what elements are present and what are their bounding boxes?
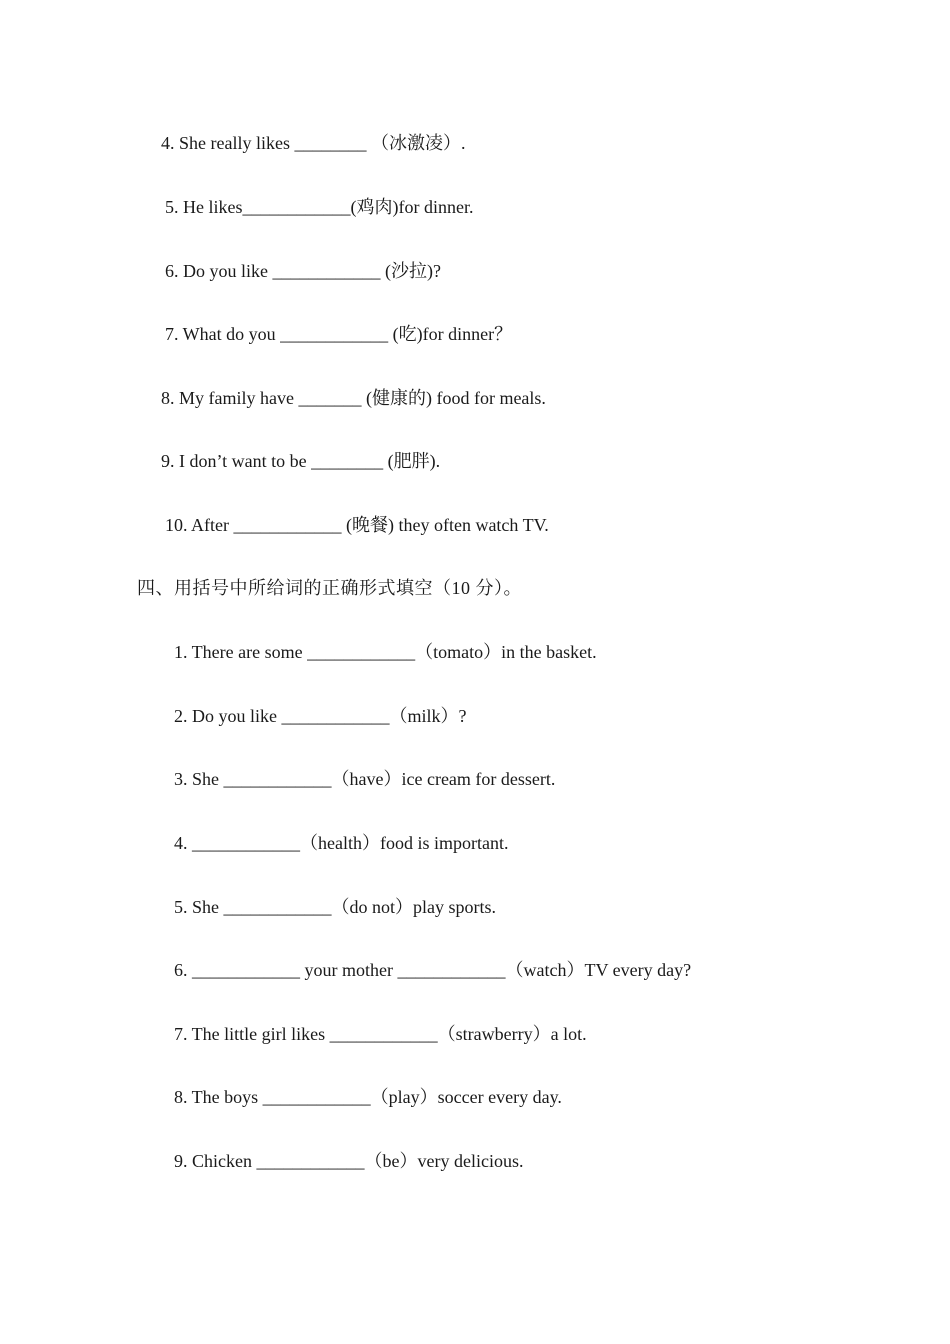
s4-item-3: 3. She ____________（have）ice cream for dessert. <box>174 769 556 789</box>
s3-item-8: 8. My family have _______ (健康的) food for meals. <box>161 388 546 408</box>
s4-item-6: 6. ____________ your mother ____________（watch）TV every day? <box>174 960 692 980</box>
s4-item-4: 4. ____________（health）food is important. <box>174 833 509 853</box>
s3-item-6: 6. Do you like ____________ (沙拉)? <box>165 261 441 281</box>
s4-item-5: 5. She ____________（do not）play sports. <box>174 897 496 917</box>
s3-item-7: 7. What do you ____________ (吃)for dinner？ <box>165 324 513 344</box>
section-4-heading: 四、用括号中所给词的正确形式填空（10 分）。 <box>137 578 522 598</box>
s4-item-7: 7. The little girl likes ____________（strawberry）a lot. <box>174 1024 587 1044</box>
s4-item-2: 2. Do you like ____________（milk）? <box>174 706 467 726</box>
s3-item-9: 9. I don’t want to be ________ (肥胖). <box>161 451 441 471</box>
s4-item-8: 8. The boys ____________（play）soccer every day. <box>174 1087 562 1107</box>
s3-item-4: 4. She really likes ________ （冰激凌）. <box>161 133 466 153</box>
s3-item-5: 5. He likes____________(鸡肉)for dinner. <box>165 197 474 217</box>
s3-item-10: 10. After ____________ (晚餐) they often watch TV. <box>165 515 549 535</box>
s4-item-9: 9. Chicken ____________（be）very delicious. <box>174 1151 524 1171</box>
s4-item-1: 1. There are some ____________（tomato）in the basket. <box>174 642 597 662</box>
